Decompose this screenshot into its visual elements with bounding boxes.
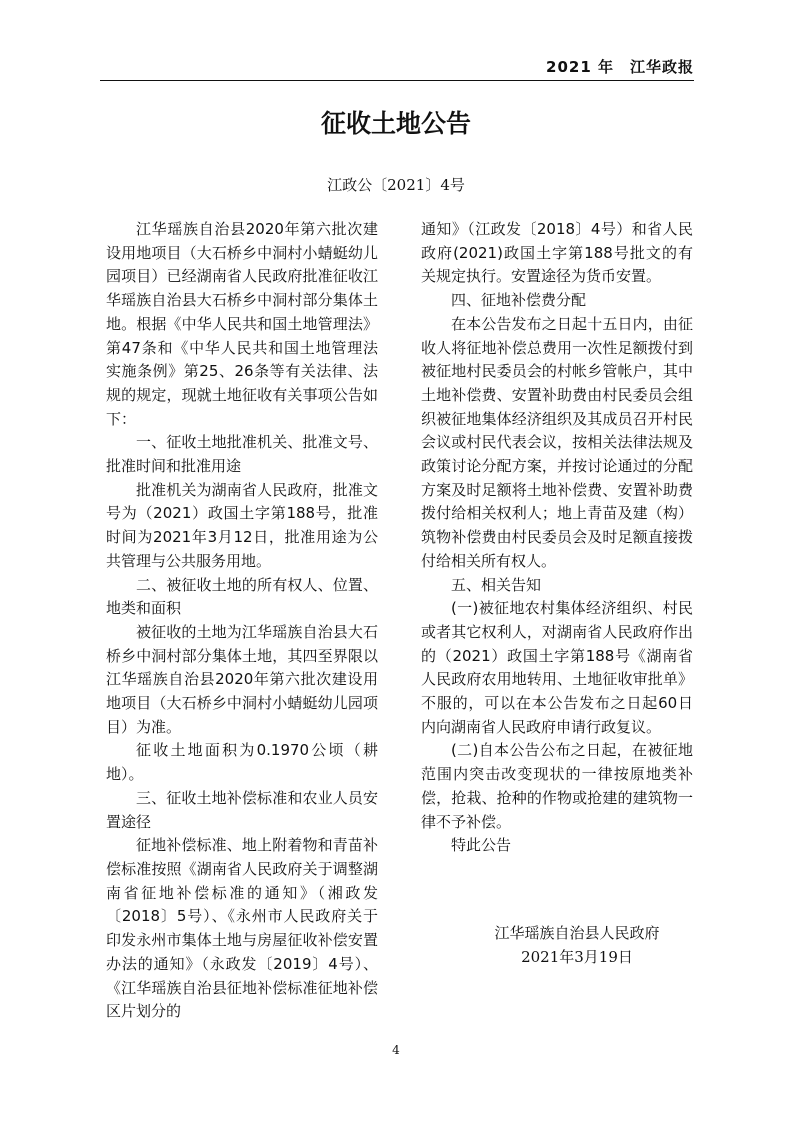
paragraph-compensation: 征地补偿标准、地上附着物和青苗补偿标准按照《湖南省人民政府关于调整湖南省征地补偿标准的通知》（湘政发〔2018〕5号）、《永州市人民政府关于印发永州市集体土地与房屋征收补偿安置办法的通知》（永政发〔2019〕4号）、《江华瑶族自治县征地补偿标准征地补偿区片划分的 [106, 836, 378, 1021]
running-header [100, 52, 694, 80]
paragraph-notice-1: (一)被征地农村集体经济组织、村民或者其它权利人，对湖南省人民政府作出的（2021）政国土字第188号《湖南省人民政府农用地转用、土地征收审批单》不服的，可以在本公告发布之日起60日内向湖南省人民政府申请行政复议。 [421, 599, 693, 736]
paragraph-notice-2: (二)自本公告公布之日起，在被征地范围内突击改变现状的一律按原地类补偿，抢栽、抢种的作物或抢建的建筑物一律不予补偿。 [421, 741, 693, 831]
signature-org: 江华瑶族自治县人民政府 [494, 924, 660, 942]
header-rule [100, 80, 694, 81]
paragraph-approval: 批准机关为湖南省人民政府，批准文号为（2021）政国土字第188号，批准时间为2021年3月12日，批准用途为公共管理与公共服务用地。 [106, 480, 378, 570]
page-title: 征收土地公告 [320, 109, 471, 138]
signature-date: 2021年3月19日 [521, 948, 633, 966]
page-number: 4 [392, 1043, 400, 1057]
header-text: 2021 年 江华政报 [546, 58, 694, 76]
document-number: 江政公〔2021〕4号 [327, 176, 465, 194]
heading-notice: 五、相关告知 [451, 575, 542, 594]
heading-ownership: 二、被征收土地的所有权人、位置、地类和面积 [106, 575, 378, 618]
paragraph-ownership: 被征收的土地为江华瑶族自治县大石桥乡中洞村部分集体土地，其四至界限以江华瑶族自治县2020年第六批次建设用地项目（大石桥乡中洞村小蜻蜓幼儿园项目）为准。 [106, 622, 378, 736]
heading-approval: 一、征收土地批准机关、批准文号、批准时间和批准用途 [106, 433, 378, 476]
paragraph-compensation-cont: 通知》（江政发〔2018〕4号）和省人民政府(2021)政国土字第188号批文的有关规定执行。安置途径为货币安置。 [421, 220, 693, 286]
closing-statement: 特此公告 [451, 836, 512, 855]
right-column [421, 218, 693, 858]
heading-compensation: 三、征收土地补偿标准和农业人员安置途径 [106, 788, 378, 831]
left-column [106, 218, 378, 1024]
heading-distribution: 四、征地补偿费分配 [451, 291, 587, 310]
paragraph-distribution: 在本公告发布之日起十五日内，由征收人将征地补偿总费用一次性足额拨付到被征地村民委员会的村帐乡管帐户，其中土地补偿费、安置补助费由村民委员会组织被征地集体经济组织及其成员召开村民会议或村民代表会议，按相关法律法规及政策讨论分配方案，并按讨论通过的分配方案及时足额将土地补偿费、安置补助费拨付给相关权利人；地上青苗及建（构）筑物补偿费由村民委员会及时足额直接拨付给相关所有权人。 [421, 314, 693, 570]
paragraph-intro: 江华瑶族自治县2020年第六批次建设用地项目（大石桥乡中洞村小蜻蜓幼儿园项目）已经湖南省人民政府批准征收江华瑶族自治县大石桥乡中洞村部分集体土地。根据《中华人民共和国土地管理法》第47条和《中华人民共和国土地管理法实施条例》第25、26条等有关法律、法规的规定，现就土地征收有关事项公告如下： [106, 220, 378, 428]
paragraph-area: 征收土地面积为0.1970公顷（耕地）。 [106, 741, 378, 784]
